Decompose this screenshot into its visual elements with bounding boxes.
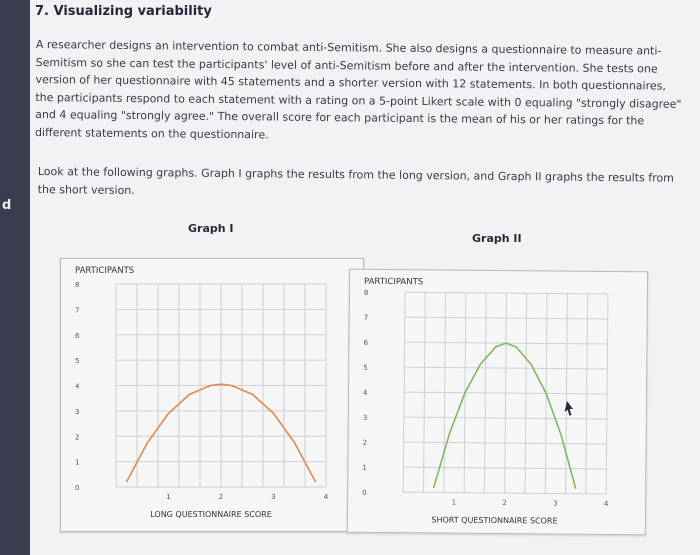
curve-point [449,433,450,434]
graph-1-chart [61,259,363,531]
instruction-paragraph: Look at the following graphs. Graph I graphs the results from the long version, and Graph II graphs the results from the short version. [37,164,674,197]
curve-point [315,481,316,482]
graph-1-title: Graph I [188,222,234,235]
curve-point [126,481,127,482]
y-tick-label: 0 [362,488,367,497]
curve-point [516,346,517,347]
y-tick-label: 3 [362,413,368,422]
y-tick-label: 6 [75,331,80,340]
x-tick-label: 2 [502,499,507,508]
y-axis-title: PARTICIPANTS [363,276,424,288]
y-axis-title: PARTICIPANTS [75,266,135,276]
y-tick-label: 5 [363,363,368,372]
x-tick-label: 2 [218,493,224,501]
x-tick-label: 4 [323,493,329,501]
curve-point [294,442,295,443]
y-tick-label: 8 [75,281,80,289]
y-tick-label: 3 [75,407,80,416]
curve-point [546,393,547,394]
curve-point [168,413,169,414]
graph-1-panel [60,258,364,532]
y-tick-label: 7 [75,306,80,315]
y-tick-label: 0 [75,484,80,492]
y-tick-label: 4 [363,388,368,397]
curve-point [560,434,561,435]
sidebar-fragment-text: d [2,198,12,213]
x-axis-title: SHORT QUESTIONNAIRE SCORE [431,515,558,526]
y-tick-label: 5 [75,357,80,366]
curve-point [252,394,253,395]
curve-point [464,392,465,393]
x-tick-label: 3 [553,499,558,508]
curve-point [147,442,148,443]
curve-point [273,413,274,414]
x-tick-label: 1 [451,498,457,507]
y-tick-label: 4 [75,382,80,391]
graph-2-title: Graph II [472,232,522,245]
curve-point [480,363,481,364]
graph-2-panel [347,269,648,536]
x-axis-title: LONG QUESTIONNAIRE SCORE [150,510,272,519]
x-tick-label: 1 [166,493,171,501]
curve-point [189,394,190,395]
curve-point [433,487,434,488]
y-tick-label: 1 [362,463,367,472]
graph-2-chart [348,270,647,535]
curve-point [505,342,506,343]
x-tick-label: 4 [603,499,609,508]
curve-point [495,346,496,347]
curve-point [220,384,221,385]
x-tick-label: 3 [271,493,276,501]
intro-paragraph: A researcher designs an intervention to combat anti-Semitism. She also designs a questionnaire to measure anti-Semitism so she can test the participants' level of anti-Semitism before and after the intervention. She tests one version of her questionnaire with 45 statements and a shorter version with 12 statements. In both questionnaires, the participants respond to each statement with a rating on a 5-point Likert scale with 0 equaling "strongly disagree" and 4 equaling "strongly agree." The overall score for each participant is the mean of his or her ratings for the different statements on the questionnaire. [34,37,682,141]
curve-point [210,385,211,386]
mouse-cursor-icon [562,400,578,418]
y-tick-label: 7 [363,313,369,322]
y-tick-label: 2 [75,433,80,442]
curve-point [575,488,576,489]
y-tick-label: 8 [363,288,369,297]
y-tick-label: 6 [363,338,369,347]
y-tick-label: 2 [362,438,368,447]
y-tick-label: 1 [75,458,80,467]
curve-point [531,364,532,365]
curve-point [231,385,232,386]
sidebar-strip [0,0,30,555]
section-title: 7. Visualizing variability [35,4,212,19]
question-page [30,0,700,555]
